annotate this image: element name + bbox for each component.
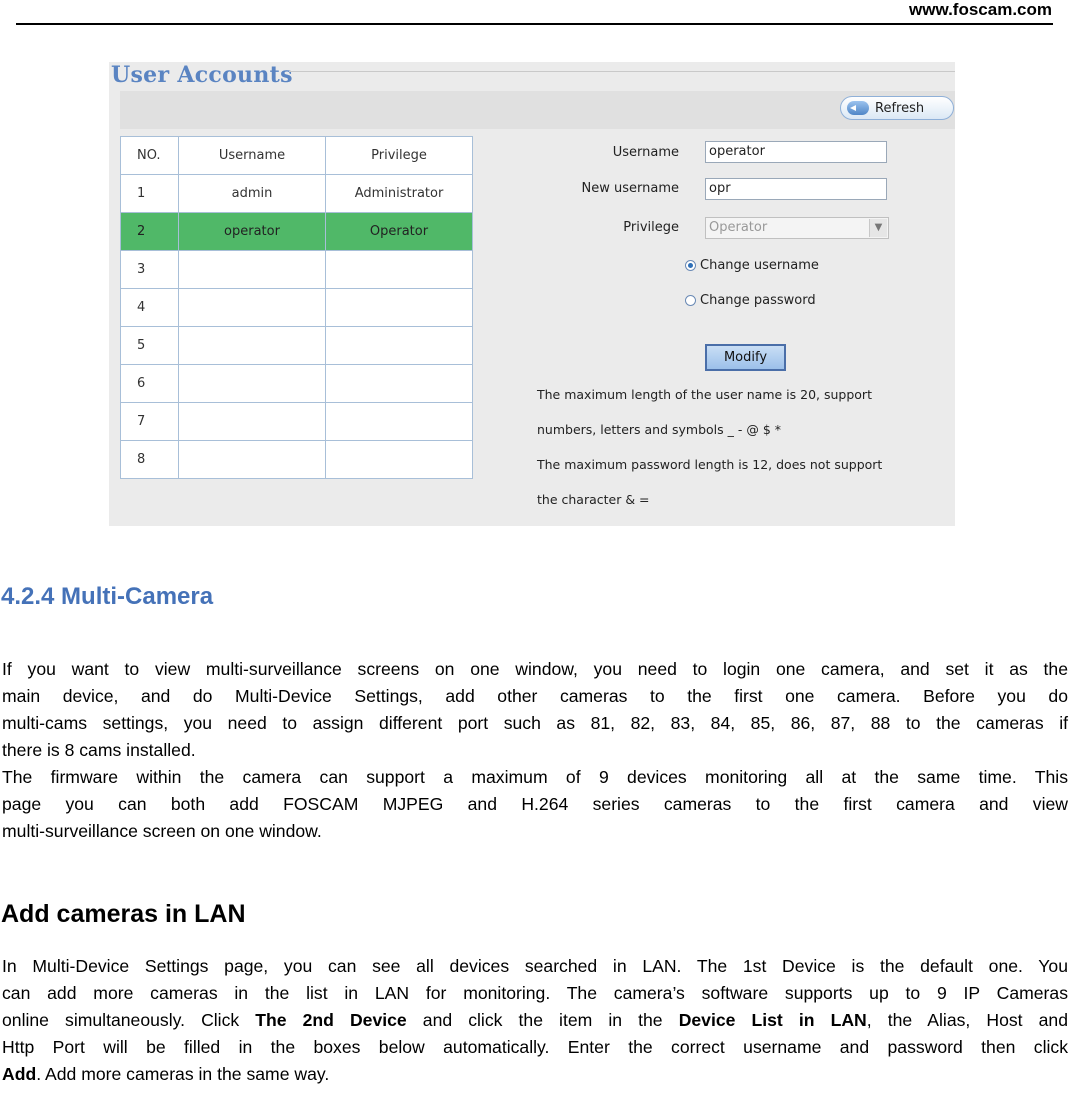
header-url: www.foscam.com (909, 0, 1052, 19)
paragraph-line: Http Port will be filled in the boxes below automatically. Enter the correct username and password then click (2, 1037, 1068, 1057)
bold-text-2nd-device: The 2nd Device (255, 1010, 407, 1030)
paragraph-line: The firmware within the camera can support a maximum of 9 devices monitoring all at the same time. This (2, 767, 1068, 787)
new-username-label: New username (581, 181, 679, 196)
note-line: numbers, letters and symbols _ - @ $ * (537, 422, 782, 437)
text-run: and click the item in the (406, 1010, 679, 1030)
refresh-label: Refresh (875, 100, 925, 116)
row-no: 5 (121, 327, 179, 365)
paragraph-line: main device, and do Multi-Device Settings, add other cameras to the first one camera. Before you do (2, 686, 1068, 706)
row-privilege: Operator (326, 213, 473, 251)
privilege-value: Operator (709, 220, 768, 235)
row-username: admin (179, 175, 326, 213)
paragraph-line: there is 8 cams installed. (2, 740, 196, 760)
user-accounts-title: User Accounts (111, 62, 293, 88)
paragraph-line (2, 1061, 1068, 1088)
row-no: 2 (121, 213, 179, 251)
sub-heading: Add cameras in LAN (1, 900, 246, 928)
row-no: 1 (121, 175, 179, 213)
text-run: . Add more cameras in the same way. (36, 1064, 330, 1084)
radio-change-password-label: Change password (700, 293, 816, 308)
row-no: 3 (121, 251, 179, 289)
privilege-select[interactable] (705, 217, 889, 239)
row-no: 6 (121, 365, 179, 403)
paragraph-line: page you can both add FOSCAM MJPEG and H.264 series cameras to the first camera and view (2, 794, 1068, 814)
modify-button[interactable]: Modify (705, 344, 786, 371)
paragraph-line: multi-surveillance screen on one window. (2, 821, 322, 841)
paragraph-line: multi-cams settings, you need to assign different port such as 81, 82, 83, 84, 85, 86, 87, 88 to the cameras if (2, 713, 1068, 733)
note-line: the character & = (537, 492, 650, 507)
paragraph-intro (2, 656, 1068, 845)
row-no: 8 (121, 441, 179, 479)
bold-text-device-list: Device List in LAN (678, 1010, 867, 1030)
radio-unchecked-icon (685, 295, 696, 306)
section-heading: 4.2.4 Multi-Camera (1, 583, 214, 610)
header-username: Username (179, 137, 326, 175)
row-privilege: Administrator (326, 175, 473, 213)
radio-change-password[interactable] (685, 293, 816, 308)
paragraph-line: can add more cameras in the list in LAN for monitoring. The camera’s software supports up to 9 IP Cameras (2, 983, 1068, 1003)
row-no: 4 (121, 289, 179, 327)
row-no: 7 (121, 403, 179, 441)
radio-change-username[interactable] (685, 258, 819, 273)
account-form (109, 62, 955, 526)
paragraph-line: If you want to view multi-surveillance screens on one window, you need to login one camera, and set it as the (2, 659, 1068, 679)
text-run: , the Alias, Host and (866, 1010, 1068, 1030)
radio-checked-icon (685, 260, 696, 271)
paragraph-lan (2, 953, 1068, 1088)
username-field[interactable]: operator (705, 141, 887, 163)
chevron-down-icon: ▼ (869, 219, 887, 237)
header-no: NO. (121, 137, 179, 175)
header-rule (16, 23, 1053, 25)
note-line: The maximum password length is 12, does not support (537, 457, 883, 472)
paragraph-line (2, 1007, 1068, 1034)
user-accounts-screenshot (109, 62, 955, 526)
row-username: operator (179, 213, 326, 251)
radio-change-username-label: Change username (700, 258, 819, 273)
header-privilege: Privilege (326, 137, 473, 175)
username-label: Username (612, 145, 679, 160)
text-run: online simultaneously. Click (2, 1010, 256, 1030)
bold-text-add: Add (2, 1064, 37, 1084)
privilege-label: Privilege (623, 220, 679, 235)
paragraph-line: In Multi-Device Settings page, you can see all devices searched in LAN. The 1st Device is the default one. You (2, 956, 1068, 976)
note-line: The maximum length of the user name is 20, support (537, 387, 872, 402)
new-username-field[interactable]: opr (705, 178, 887, 200)
